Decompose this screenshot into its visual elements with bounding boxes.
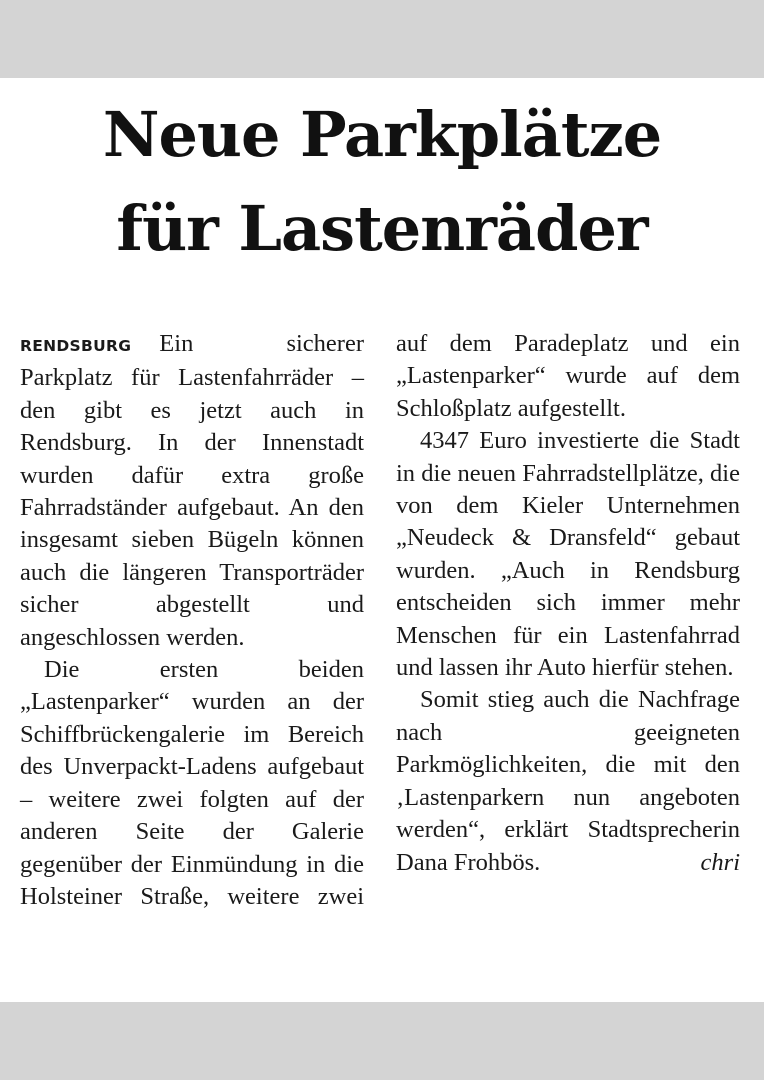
paragraph <box>20 654 364 913</box>
newspaper-clipping <box>0 78 764 1002</box>
headline-line-2: für Lastenräder <box>116 192 648 265</box>
author-initials: chri <box>700 848 740 876</box>
article-column-right <box>396 328 740 879</box>
headline-line-1: Neue Parkplätze <box>102 98 662 171</box>
paragraph-text: Somit stieg auch die Nachfrage nach geeigneten Parkmöglichkeiten, die mit den ‚Lastenparkern nun angeboten werden“, erklärt Stadtsprecherin Dana Frohbös. <box>396 686 740 876</box>
paragraph <box>396 684 740 878</box>
paragraph-text: Ein sicherer Parkplatz für Lastenfahrräder – den gibt es jetzt auch in Rendsburg. In der Innenstadt wurden dafür extra große Fahrradständer aufgebaut. An den insgesamt sieben Bügeln können auch die längeren Transporträder sicher abgestellt und angeschlossen werden. <box>20 330 364 651</box>
paragraph <box>396 328 740 425</box>
paragraph-text: auf dem Paradeplatz und ein „Lastenparker“ wurde auf dem Schloßplatz aufgestellt. <box>396 330 740 422</box>
dateline: RENDSBURG <box>20 337 132 355</box>
headline <box>0 88 764 276</box>
paragraph-text: 4347 Euro investierte die Stadt in die neuen Fahrradstellplätze, die von dem Kieler Unternehmen „Neudeck & Dransfeld“ gebaut wurden. „Auch in Rendsburg entscheiden sich immer mehr Menschen für ein Lastenfahrrad und lassen ihr Auto hierfür stehen. <box>396 427 740 682</box>
paragraph-text: Die ersten beiden „Lastenparker“ wurden an der Schiffbrückengalerie im Bereich des Unverpackt-Ladens aufgebaut – weitere zwei folgten auf der anderen Seite der Galerie gegenüber der Einmündung in die Holsteiner Straße, weitere zwei <box>20 656 364 910</box>
paragraph <box>396 425 740 684</box>
article-column-left <box>20 328 364 913</box>
paragraph <box>20 328 364 654</box>
